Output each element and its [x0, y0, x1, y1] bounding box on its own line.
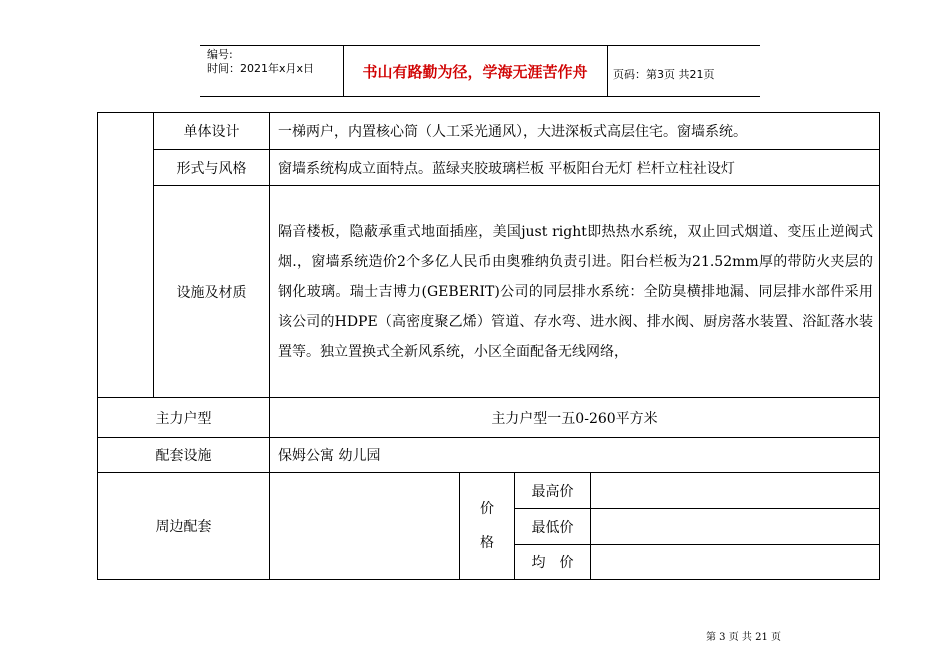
table-row: [98, 398, 880, 438]
header-divider: [607, 45, 608, 96]
max-price-label: 最高价: [515, 473, 591, 509]
supporting-value: 保姆公寓 幼儿园: [270, 438, 880, 473]
price-label-char: 价: [480, 501, 494, 517]
max-price-value: [591, 473, 880, 509]
header-bottom-rule: [200, 96, 760, 97]
table-row: [98, 473, 880, 509]
unit-design-label: 单体设计: [154, 113, 270, 150]
document-number-label: 编号:: [207, 48, 233, 61]
price-label: [460, 473, 515, 580]
unit-design-value: 一梯两户，内置核心筒（人工采光通风），大进深板式高层住宅。窗墙系统。: [270, 113, 880, 150]
table-row: [98, 113, 880, 150]
supporting-label: 配套设施: [98, 438, 270, 473]
price-label-char: 格: [480, 535, 494, 551]
document-time: 时间：2021年x月x日: [207, 62, 315, 75]
header-motto: 书山有路勤为径，学海无涯苦作舟: [362, 63, 588, 81]
surrounding-label: 周边配套: [98, 473, 270, 580]
style-label: 形式与风格: [154, 150, 270, 186]
blank-cell: [98, 113, 154, 398]
table-row: [98, 438, 880, 473]
table-row: [98, 186, 880, 398]
facilities-value: 隔音楼板，隐蔽承重式地面插座，美国just right即热热水系统，双止回式烟道、变压止逆阀式烟.，窗墙系统造价2个多亿人民币由奥雅纳负责引进。阳台栏板为21.52mm厚的带防火夹层的钢化玻璃。瑞士吉博力(GEBERIT)公司的同层排水系统：全防臭横排地漏、同层排水部件采用该公司的HDPE（高密度聚乙烯）管道、存水弯、进水阀、排水阀、厨房落水装置、浴缸落水装置等。独立置换式全新风系统，小区全面配备无线网络，: [270, 186, 880, 398]
main-type-value: 主力户型一五0-260平方米: [270, 398, 880, 438]
avg-price-value: [591, 545, 880, 580]
header-top-rule: [200, 45, 760, 46]
main-type-label: 主力户型: [98, 398, 270, 438]
header-page-info: 页码：第3页 共21页: [613, 68, 715, 81]
avg-price-label: 均 价: [515, 545, 591, 580]
surrounding-value: [270, 473, 460, 580]
project-info-table: [97, 112, 880, 580]
min-price-label: 最低价: [515, 509, 591, 545]
facilities-label: 设施及材质: [154, 186, 270, 398]
header-meta: [207, 48, 314, 76]
style-value: 窗墙系统构成立面特点。蓝绿夹胶玻璃栏板 平板阳台无灯 栏杆立柱社设灯: [270, 150, 880, 186]
table-row: [98, 150, 880, 186]
page-footer: 第 3 页 共 21 页: [706, 632, 781, 643]
min-price-value: [591, 509, 880, 545]
